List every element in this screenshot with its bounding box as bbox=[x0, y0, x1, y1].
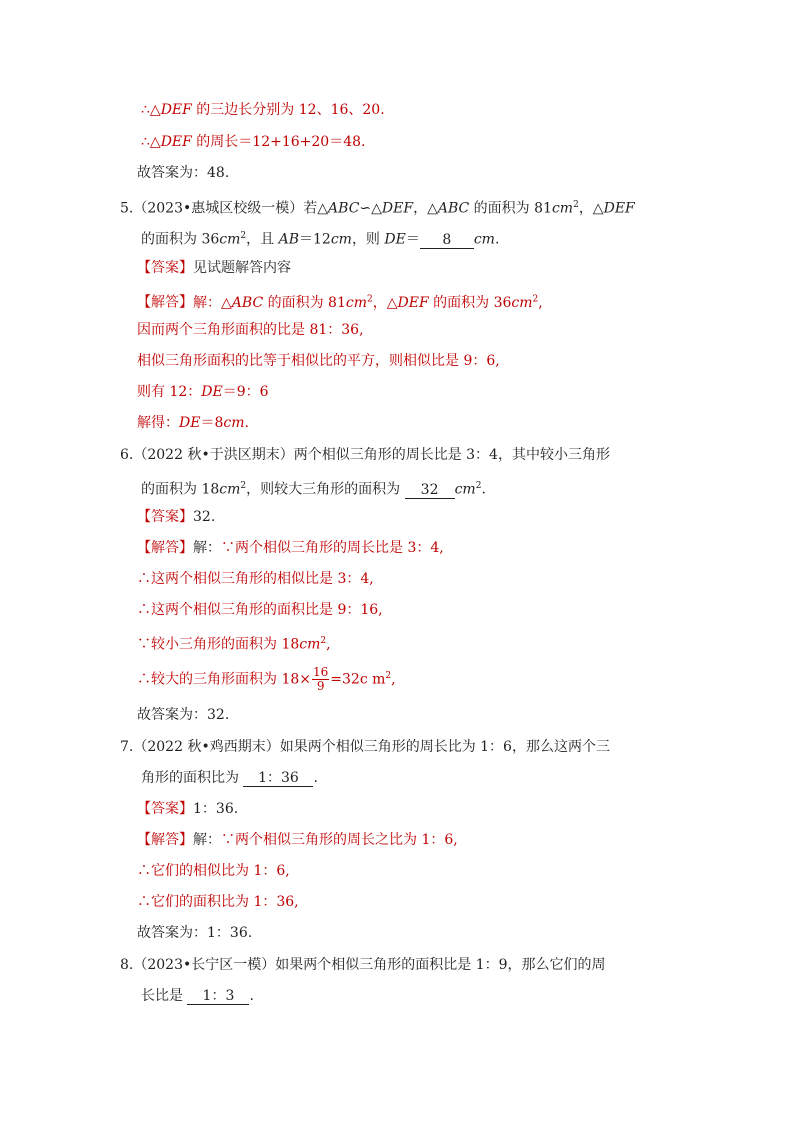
fraction bbox=[312, 666, 329, 693]
answer-line bbox=[137, 507, 215, 527]
text-span: ，且 bbox=[246, 231, 279, 248]
text-span: 1：36. bbox=[193, 801, 239, 817]
text-span: 两个相似三角形的周长比是 3：4，其中较小三角形 bbox=[293, 447, 610, 463]
text-span: 2 bbox=[385, 671, 392, 681]
text-span: cm bbox=[345, 294, 367, 311]
question-source: （2023•长宁区一模） bbox=[133, 957, 276, 973]
text-span: ＝8 bbox=[200, 415, 224, 431]
text-span: 角形的面积比为 bbox=[141, 770, 244, 786]
text-span: DE bbox=[384, 231, 406, 248]
question-source: （2022 秋•鸡西期末） bbox=[133, 739, 280, 755]
solution-line bbox=[137, 382, 269, 402]
text-span: 如果两个相似三角形的周长比为 1：6，那么这两个三 bbox=[279, 739, 610, 755]
answer-blank: 32 bbox=[405, 482, 455, 499]
text-span: cm bbox=[330, 231, 352, 248]
text-span: 的面积为 36 bbox=[141, 231, 220, 248]
answer-line bbox=[137, 258, 291, 278]
text-span: DEF bbox=[160, 102, 192, 118]
answer-blank: 1：3 bbox=[187, 988, 249, 1005]
question-5-line-1 bbox=[120, 195, 635, 219]
solution-line bbox=[137, 830, 458, 850]
text-span: cm bbox=[219, 481, 241, 498]
text-span: 2 bbox=[573, 200, 579, 210]
text-span: 解： bbox=[193, 540, 221, 556]
text-span: ，△ bbox=[578, 200, 604, 217]
text-span: AB bbox=[278, 231, 299, 248]
text-span: ∵较小三角形的面积为 18 bbox=[137, 636, 300, 653]
text-span: ∴△ bbox=[141, 134, 161, 150]
text-span: ABC bbox=[231, 294, 264, 311]
text-span: ∵两个相似三角形的周长之比为 1：6, bbox=[221, 832, 458, 848]
question-number: 7. bbox=[120, 739, 134, 755]
text-span: 的面积为 81 bbox=[263, 294, 346, 311]
text-span: 9 bbox=[316, 679, 325, 694]
question-source: （2022 秋•于洪区期末） bbox=[133, 447, 294, 463]
question-6-line-2 bbox=[141, 476, 486, 500]
text-span: . bbox=[244, 415, 249, 431]
text-span: , bbox=[538, 294, 543, 311]
solution-line bbox=[141, 100, 385, 120]
text-span: 18× bbox=[281, 671, 311, 688]
text-span: 长比是 bbox=[141, 988, 188, 1004]
text-span: cm bbox=[299, 636, 321, 653]
solution-line bbox=[137, 289, 543, 313]
text-span: . bbox=[313, 770, 318, 786]
text-span: cm bbox=[473, 231, 495, 248]
text-span: . bbox=[481, 481, 486, 498]
solution-line: ∴它们的面积比为 1：36, bbox=[137, 894, 299, 910]
question-8-line-2 bbox=[141, 986, 254, 1006]
text-span: . bbox=[494, 231, 500, 248]
text-span: ∴较大的三角形面积为 bbox=[137, 671, 282, 688]
text-span: 解： bbox=[193, 832, 221, 848]
text-span: DEF bbox=[381, 200, 414, 217]
final-answer-line: 故答案为：1：36. bbox=[137, 925, 253, 941]
solution-line: ∴这两个相似三角形的相似比是 3：4, bbox=[137, 571, 374, 587]
text-span: 16 bbox=[313, 665, 329, 680]
text-span: 若△ bbox=[303, 200, 329, 217]
text-span: 解：△ bbox=[193, 294, 232, 311]
question-number: 8. bbox=[120, 957, 134, 973]
text-span: . bbox=[249, 988, 254, 1004]
text-span: cm bbox=[551, 200, 574, 217]
question-7-line-2 bbox=[141, 768, 318, 788]
answer-tag: 【答案】 bbox=[137, 801, 193, 817]
text-span: 见试题解答内容 bbox=[193, 260, 291, 276]
text-span: 的面积为 18 bbox=[141, 481, 220, 498]
solution-line bbox=[137, 631, 331, 655]
final-answer-line: 故答案为：32. bbox=[137, 707, 230, 723]
question-8-line-1 bbox=[120, 955, 606, 975]
answer-line bbox=[137, 799, 238, 819]
text-span bbox=[193, 295, 543, 311]
question-7-line-1 bbox=[120, 737, 610, 757]
text-span: 的周长＝12+16+20＝48. bbox=[191, 134, 366, 150]
answer-tag: 【答案】 bbox=[137, 509, 193, 525]
solution-line bbox=[137, 538, 444, 558]
text-span: 2 bbox=[367, 294, 373, 304]
text-span: ∽△ bbox=[359, 200, 382, 217]
solution-line: ∴这两个相似三角形的面积比是 9：16, bbox=[137, 602, 383, 618]
final-answer-line: 故答案为：48. bbox=[137, 165, 230, 181]
text-span: , bbox=[391, 671, 396, 688]
text-span: =32c m bbox=[330, 671, 386, 688]
question-number: 5. bbox=[120, 200, 134, 217]
solution-tag: 【解答】 bbox=[137, 540, 193, 556]
text-span: DE bbox=[201, 384, 223, 400]
solution-line bbox=[141, 132, 365, 152]
question-number: 6. bbox=[120, 447, 134, 463]
text-span: ＝12 bbox=[298, 231, 331, 248]
answer-blank: 8 bbox=[420, 232, 474, 249]
question-source: （2023•惠城区校级一模） bbox=[133, 200, 304, 217]
text-span: ＝ bbox=[405, 231, 420, 248]
text-span: 2 bbox=[240, 231, 247, 241]
solution-tag: 【解答】 bbox=[137, 832, 193, 848]
solution-line bbox=[137, 413, 249, 433]
solution-line: 相似三角形面积的比等于相似比的平方，则相似比是 9：6, bbox=[137, 353, 500, 369]
text-span: cm bbox=[219, 231, 241, 248]
text-span: ABC bbox=[328, 200, 360, 217]
text-span: , bbox=[326, 636, 331, 653]
solution-line bbox=[137, 666, 396, 693]
text-span: ，则 bbox=[351, 231, 385, 248]
answer-tag: 【答案】 bbox=[137, 260, 193, 276]
text-span: DE bbox=[179, 415, 201, 431]
text-span: ，△ bbox=[413, 200, 438, 217]
text-span: cm bbox=[223, 415, 245, 431]
text-span: ∴△ bbox=[141, 102, 161, 118]
text-span: cm bbox=[454, 481, 476, 498]
text-span: 2 bbox=[475, 481, 482, 491]
question-6-line-1 bbox=[120, 445, 610, 465]
text-span: ，△ bbox=[372, 294, 398, 311]
text-span: 2 bbox=[320, 636, 327, 646]
text-span: 的三边长分别为 12、16、20. bbox=[191, 102, 385, 118]
text-span: 如果两个相似三角形的面积比是 1：9，那么它们的周 bbox=[275, 957, 606, 973]
solution-line: ∴它们的相似比为 1：6, bbox=[137, 863, 290, 879]
text-span: 32. bbox=[193, 509, 216, 525]
text-span: 则有 12： bbox=[137, 384, 202, 400]
text-span: 解得： bbox=[137, 415, 179, 431]
text-span: 的面积为 36 bbox=[428, 294, 512, 311]
text-span: ＝9：6 bbox=[222, 384, 269, 400]
answer-blank: 1：36 bbox=[243, 770, 313, 787]
solution-line: 因而两个三角形面积的比是 81：36, bbox=[137, 322, 364, 338]
text-span: DEF bbox=[603, 200, 635, 217]
text-span: ABC bbox=[437, 200, 470, 217]
text-span: DEF bbox=[397, 294, 429, 311]
text-span: ∵两个相似三角形的周长比是 3：4, bbox=[221, 540, 444, 556]
question-5-line-2 bbox=[141, 226, 499, 250]
text-span: 2 bbox=[532, 294, 539, 304]
text-span: ，则较大三角形的面积为 bbox=[246, 481, 405, 498]
text-span: 的面积为 81 bbox=[469, 200, 552, 217]
text-span: 2 bbox=[240, 481, 247, 491]
solution-tag: 【解答】 bbox=[137, 294, 193, 311]
text-span: DEF bbox=[160, 134, 192, 150]
text-span: cm bbox=[511, 294, 533, 311]
